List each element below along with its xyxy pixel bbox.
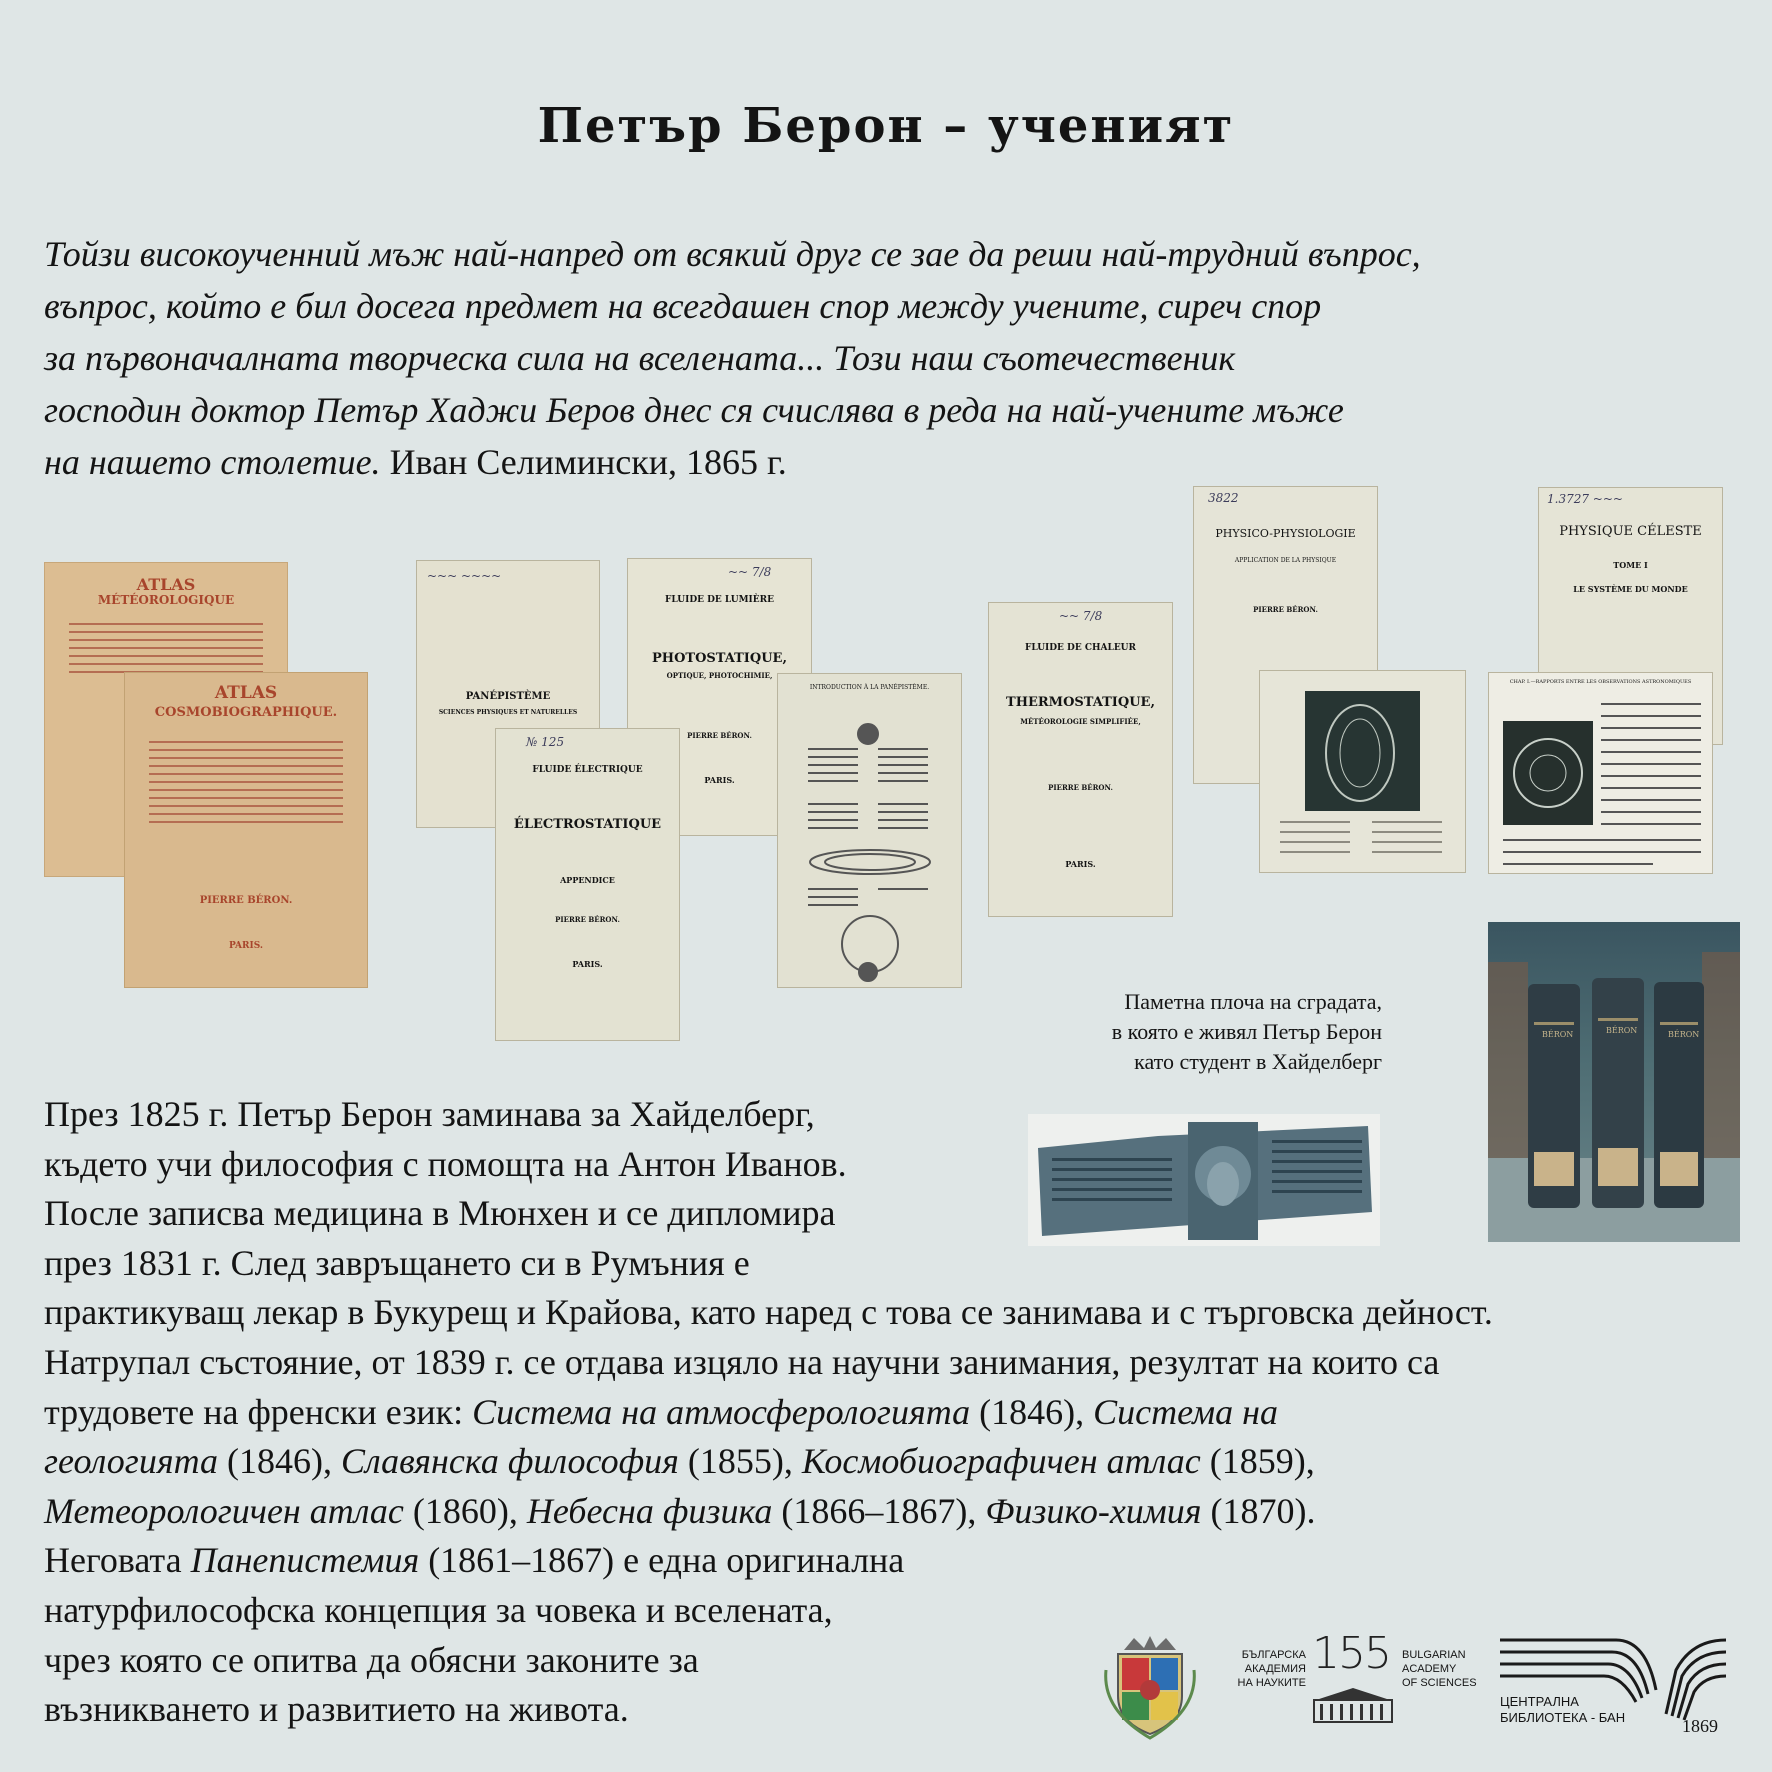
body-line: През 1825 г. Петър Берон заминава за Хайделберг, (44, 1094, 815, 1134)
caption-line: Паметна плоча на сградата, (1124, 989, 1382, 1014)
caption-line: в която е живял Петър Берон (1111, 1019, 1382, 1044)
doc-place: PARIS. (572, 959, 603, 969)
doc-header: INTRODUCTION À LA PANÉPISTÈME. (809, 684, 930, 691)
introduction-figure-page-image (777, 673, 962, 988)
handwritten-note: № 125 (526, 735, 565, 749)
handwritten-note: ~~ 7/8 (1059, 609, 1103, 623)
doc-title: PHYSICO-PHYSIOLOGIE (1215, 527, 1356, 540)
academy-bg-name (1226, 1648, 1306, 1690)
doc-title: ATLAS (136, 575, 196, 594)
doc-subtitle: FLUIDE DE CHALEUR (1024, 643, 1137, 653)
body-line (44, 1388, 1493, 1438)
physiologie-figure-page-image (1259, 670, 1466, 873)
book-spine-label: BÉRON (1606, 1026, 1638, 1035)
body-text: (1866–1867), (772, 1490, 986, 1531)
stripes-figure (778, 674, 962, 988)
beron-books-photo (1488, 922, 1740, 1242)
quote-line: въпрос, който е бил досега предмет на всегдашен спор между учените, сиреч спор (44, 286, 1322, 326)
library-year: 1869 (1682, 1716, 1718, 1736)
page-title: Петър Берон – ученият (537, 98, 1235, 154)
body-text: Неговата (44, 1540, 191, 1581)
academy-building-icon (1306, 1686, 1400, 1726)
doc-author: PIERRE BÉRON. (687, 731, 752, 740)
handwritten-note: 3822 (1208, 491, 1239, 505)
academy-bg-line: НА НАУКИТЕ (1237, 1677, 1306, 1689)
doc-title: PANÉPISTÈME (465, 691, 551, 702)
doc-header: CHAP. I.—RAPPORTS ENTRE LES OBSERVATIONS ASTRONOMIQUES (1509, 679, 1692, 685)
central-library-logo (1496, 1630, 1732, 1740)
coat-of-arms-icon (1100, 1630, 1200, 1740)
academy-en-line: ACADEMY (1402, 1663, 1457, 1675)
body-text: трудовете на френски език: (44, 1391, 473, 1432)
body-line (44, 1437, 1493, 1487)
body-line (44, 1487, 1493, 1537)
body-line: натурфилософска концепция за човека и вселената, (44, 1589, 833, 1630)
handwritten-note: ~~~ ~~~~ (427, 569, 502, 583)
body-line: Натрупал състояние, от 1839 г. се отдава изцяло на научни занимания, резултат на които са (44, 1341, 1440, 1382)
doc-subtitle: COSMOBIOGRAPHIQUE. (154, 705, 338, 720)
doc-text-lines (149, 741, 343, 829)
quote-author: Иван Селимински, 1865 г. (389, 442, 787, 482)
doc-subtitle: APPLICATION DE LA PHYSIQUE (1234, 557, 1337, 564)
bulgarian-academy-logo (1226, 1630, 1476, 1740)
doc-author: PIERRE BÉRON. (199, 895, 293, 906)
doc-author: PIERRE BÉRON. (555, 915, 620, 924)
doc-subtitle: LE SYSTÈME DU MONDE (1573, 584, 1688, 594)
academy-number: 155 (1312, 1628, 1390, 1679)
doc-title: ÉLECTROSTATIQUE (513, 817, 662, 832)
work-title: Метеорологичен атлас (44, 1490, 404, 1531)
doc-subtitle: APPENDICE (560, 875, 615, 885)
organ-figure (1260, 671, 1466, 873)
quote-line: Тойзи високоученний мъж най-напред от всякий друг се зае да реши най-трудний въпрос, (44, 234, 1421, 274)
doc-author: PIERRE BÉRON. (1048, 783, 1113, 792)
body-line: После записва медицина в Мюнхен и се дипломира (44, 1193, 836, 1234)
doc-subtitle: MÉTÉOROLOGIE SIMPLIFIÉE, (1020, 717, 1141, 726)
doc-text-lines (69, 623, 263, 679)
body-line: където учи философия с помощта на Антон Иванов. (44, 1143, 847, 1184)
body-text: (1861–1867) е една оригинална (419, 1540, 905, 1581)
quote-block (44, 228, 1734, 488)
doc-author: PIERRE BÉRON. (1253, 605, 1318, 614)
handwritten-note: 1.3727 ~~~ (1547, 492, 1623, 506)
body-text: (1859), (1200, 1441, 1315, 1482)
atlas-cosmobiographique-image (124, 672, 368, 988)
doc-place: PARIS. (1065, 859, 1096, 869)
plaque-caption (1000, 987, 1382, 1077)
library-name (1500, 1694, 1625, 1726)
work-title: Небесна физика (526, 1490, 773, 1531)
book-spine-label: BÉRON (1668, 1030, 1700, 1039)
work-title: Физико-химия (985, 1490, 1202, 1531)
doc-subtitle: FLUIDE ÉLECTRIQUE (532, 765, 643, 775)
body-text: (1860), (403, 1490, 527, 1531)
work-title: Космобиографичен атлас (801, 1441, 1201, 1482)
doc-title: PHOTOSTATIQUE, (652, 651, 787, 666)
quote-line: господин доктор Петър Хаджи Беров днес ся счислява в реда на най-учените мъже (44, 390, 1344, 430)
doc-subtitle: MÉTÉOROLOGIQUE (97, 593, 235, 607)
handwritten-note: ~~ 7/8 (728, 565, 772, 579)
body-line: през 1831 г. След завръщането си в Румъния е (44, 1242, 750, 1283)
body-text: (1846), (218, 1441, 341, 1482)
academy-en-line: BULGARIAN (1402, 1649, 1466, 1661)
quote-line: за първоначалната творческа сила на вселената... Този наш съотечественик (44, 338, 1236, 378)
library-line: БИБЛИОТЕКА - БАН (1500, 1710, 1626, 1725)
body-line: чрез която се опитва да обясни законите за (44, 1639, 699, 1680)
academy-en-name (1402, 1648, 1482, 1690)
doc-subtitle: FLUIDE DE LUMIÈRE (665, 595, 774, 605)
body-text: (1855), (678, 1441, 802, 1482)
doc-subtitle: OPTIQUE, PHOTOCHIMIE, (666, 671, 773, 680)
body-line: възникването и развитието на живота. (44, 1689, 629, 1730)
work-title: геологията (44, 1441, 219, 1482)
electrostatique-image (495, 728, 680, 1041)
doc-title: THERMOSTATIQUE, (1006, 695, 1155, 710)
body-line (44, 1536, 1493, 1586)
body-text: (1870). (1201, 1490, 1316, 1531)
celeste-figure-page-image (1488, 672, 1713, 874)
doc-title: PHYSIQUE CÉLESTE (1559, 524, 1702, 539)
doc-place: PARIS. (228, 941, 264, 951)
doc-subtitle: TOME I (1613, 560, 1648, 570)
work-title: Система на (1093, 1391, 1279, 1432)
work-title: Панепистемия (190, 1540, 420, 1581)
body-line: практикуващ лекар в Букурещ и Крайова, като наред с това се занимава и с търговска дейност. (44, 1292, 1493, 1333)
quote-last-line (44, 436, 1734, 488)
caption-line: като студент в Хайделберг (1134, 1049, 1382, 1074)
books-figure (1488, 922, 1740, 1242)
thermostatique-image (988, 602, 1173, 917)
academy-en-line: OF SCIENCES (1402, 1677, 1477, 1689)
sofia-coat-of-arms-logo (1100, 1630, 1200, 1740)
body-text: (1846), (970, 1391, 1094, 1432)
academy-bg-line: БЪЛГАРСКА (1241, 1649, 1306, 1661)
doc-subtitle: SCIENCES PHYSIQUES ET NATURELLES (438, 709, 578, 716)
doc-place: PARIS. (704, 775, 735, 785)
book-spine-label: BÉRON (1542, 1030, 1574, 1039)
work-title: Система на атмосферологията (472, 1391, 971, 1432)
celestial-figure (1489, 673, 1713, 874)
doc-title: ATLAS (214, 683, 278, 703)
work-title: Славянска философия (341, 1441, 679, 1482)
quote-last-text: на нашето столетие. (44, 442, 381, 482)
library-line: ЦЕНТРАЛНА (1500, 1694, 1579, 1709)
academy-bg-line: АКАДЕМИЯ (1244, 1663, 1306, 1675)
